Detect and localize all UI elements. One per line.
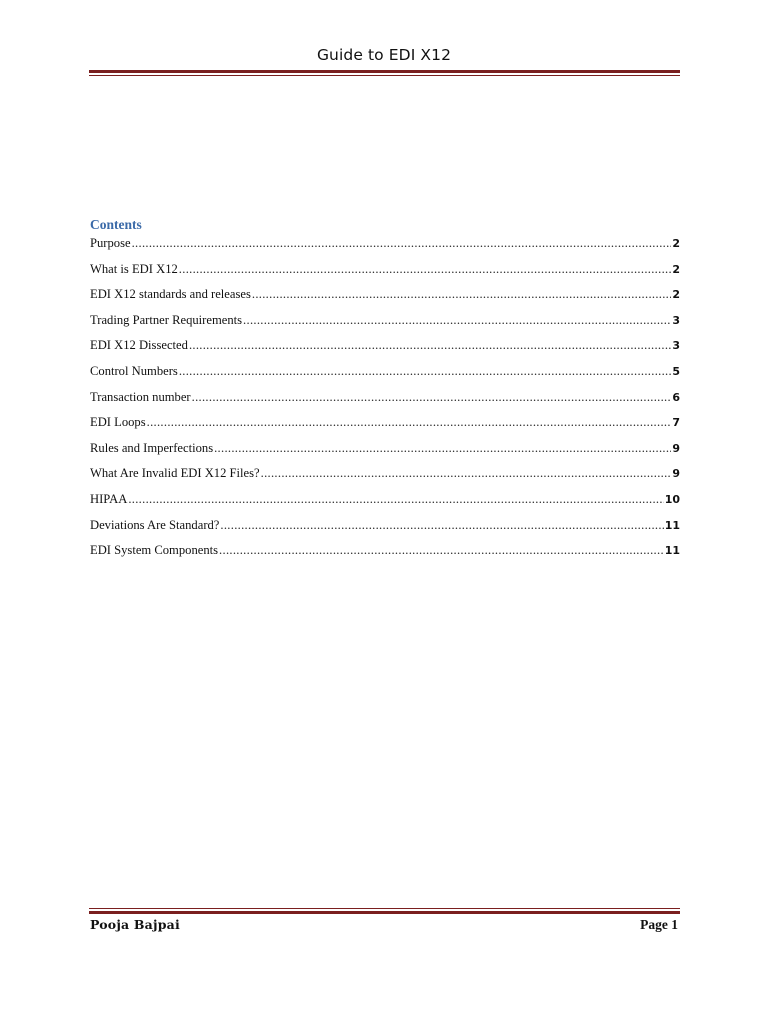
toc-entry-page: 7 <box>672 416 680 430</box>
footer-page-number: Page 1 <box>640 917 678 932</box>
toc-entry-title: Trading Partner Requirements <box>90 312 243 327</box>
toc-entry-trading-partner-requirements[interactable] <box>90 313 680 339</box>
toc-entry-page: 3 <box>672 339 680 353</box>
toc-entry-page: 2 <box>672 237 680 250</box>
toc-entry-invalid-edi-x12-files[interactable] <box>90 466 680 492</box>
toc-dot-leader <box>179 262 672 277</box>
toc-dot-leader <box>128 492 663 507</box>
toc-dot-leader <box>132 236 672 251</box>
toc-entry-page: 11 <box>664 544 680 558</box>
toc-entry-page: 9 <box>672 467 680 481</box>
toc-entry-page: 2 <box>672 262 680 276</box>
toc-entry-title: Deviations Are Standard? <box>90 517 220 532</box>
toc-entry-title: EDI X12 standards and releases <box>90 287 251 302</box>
toc-heading: Contents <box>90 217 142 232</box>
toc-dot-leader <box>243 313 671 328</box>
toc-dot-leader <box>189 338 671 353</box>
toc-entry-title: EDI X12 Dissected <box>90 338 188 353</box>
toc-dot-leader <box>252 287 671 302</box>
toc-dot-leader <box>214 441 671 456</box>
toc-dot-leader <box>147 415 672 430</box>
toc-entry-edi-system-components[interactable] <box>90 543 680 569</box>
toc-entry-title: Rules and Imperfections <box>90 440 214 455</box>
toc-entry-hipaa[interactable] <box>90 492 680 518</box>
toc-dot-leader <box>179 364 672 379</box>
toc-entry-page: 11 <box>664 518 680 532</box>
toc-entry-deviations-are-standard[interactable] <box>90 518 680 544</box>
toc-entry-title: What Are Invalid EDI X12 Files? <box>90 466 260 481</box>
table-of-contents <box>90 236 680 569</box>
toc-entry-title: What is EDI X12 <box>90 261 178 276</box>
header-rule-thin <box>89 75 680 76</box>
toc-entry-standards-and-releases[interactable] <box>90 287 680 313</box>
page-header-title: Guide to EDI X12 <box>316 46 452 64</box>
toc-entry-title: Control Numbers <box>90 363 178 378</box>
toc-dot-leader <box>192 390 672 405</box>
toc-dot-leader <box>261 466 672 481</box>
toc-dot-leader <box>219 543 664 558</box>
toc-entry-title: Purpose <box>90 236 131 250</box>
toc-entry-page: 2 <box>672 288 680 302</box>
toc-entry-page: 5 <box>672 364 680 378</box>
toc-entry-title: EDI Loops <box>90 415 146 430</box>
toc-entry-page: 3 <box>672 313 680 327</box>
footer-rule-thick <box>89 911 680 914</box>
toc-entry-page: 9 <box>672 441 680 455</box>
footer-author: Pooja Bajpai <box>90 917 180 932</box>
toc-entry-edi-loops[interactable] <box>90 415 680 441</box>
toc-entry-transaction-number[interactable] <box>90 390 680 416</box>
toc-entry-control-numbers[interactable] <box>90 364 680 390</box>
toc-entry-page: 6 <box>672 390 680 404</box>
toc-entry-title: Transaction number <box>90 389 191 404</box>
toc-dot-leader <box>220 518 663 533</box>
header-rule-thick <box>89 70 680 73</box>
toc-entry-title: EDI System Components <box>90 543 219 558</box>
footer-rule-thin <box>89 908 680 909</box>
toc-entry-what-is-edi-x12[interactable] <box>90 262 680 288</box>
toc-entry-rules-and-imperfections[interactable] <box>90 441 680 467</box>
toc-entry-purpose[interactable] <box>90 236 680 262</box>
toc-entry-title: HIPAA <box>90 491 128 506</box>
toc-entry-edi-x12-dissected[interactable] <box>90 338 680 364</box>
toc-entry-page: 10 <box>664 492 680 506</box>
